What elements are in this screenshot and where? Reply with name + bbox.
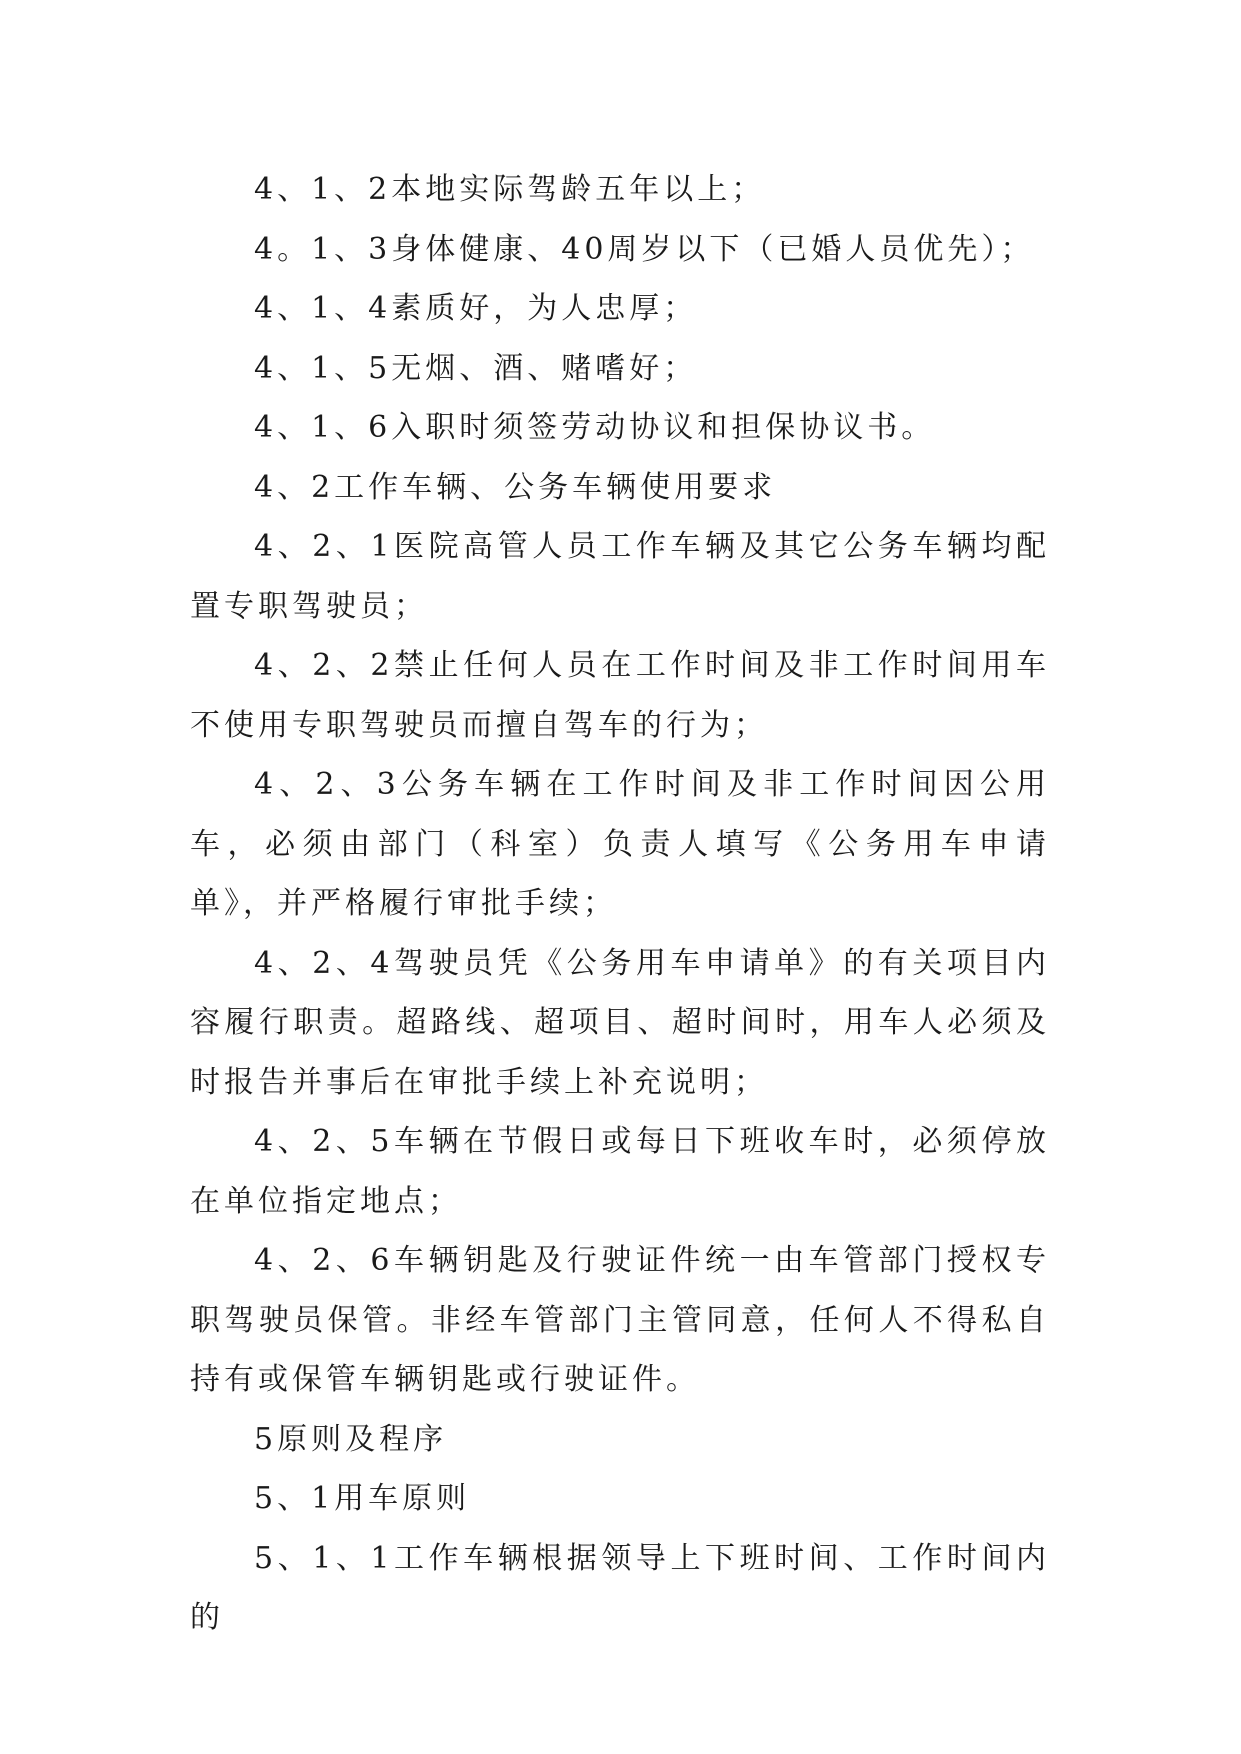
paragraph-4-1-6: 4、1、6入职时须签劳动协议和担保协议书。 [254,410,936,445]
paragraph-4-1-5: 4、1、5无烟、酒、赌嗜好； [254,350,698,386]
paragraph-4-2-1: 4、2、1医院高管人员工作车辆及其它公务车辆均配置专职驾驶员； [190,529,1050,624]
paragraph-4-2-6: 4、2、6车辆钥匙及行驶证件统一由车管部门授权专职驾驶员保管。非经车管部门主管同意，任何人不得私自持有或保管车辆钥匙或行驶证件。 [190,1243,1050,1397]
paragraph-4-2-2: 4、2、2禁止任何人员在工作时间及非工作时间用车不使用专职驾驶员而擅自驾车的行为； [190,648,1050,743]
paragraph-5-1-1: 5、1、1工作车辆根据领导上下班时间、工作时间内的 [190,1540,1050,1635]
section-heading-5-1: 5、1用车原则 [254,1481,471,1516]
paragraph-4-2-5: 4、2、5车辆在节假日或每日下班收车时，必须停放在单位指定地点； [190,1124,1050,1219]
paragraph-4-1-2: 4、1、2本地实际驾龄五年以上； [254,172,766,207]
section-heading-4-2: 4、2工作车辆、公务车辆使用要求 [254,469,777,505]
paragraph-4-2-4: 4、2、4驾驶员凭《公务用车申请单》的有关项目内容履行职责。超路线、超项目、超时间时，用车人必须及时报告并事后在审批手续上补充说明； [190,945,1050,1100]
paragraph-4-2-3: 4、2、3公务车辆在工作时间及非工作时间因公用车，必须由部门（科室）负责人填写《公务用车申请单》，并严格履行审批手续； [190,767,1050,921]
document-body [190,160,1050,1648]
section-heading-5: 5原则及程序 [254,1421,448,1457]
paragraph-4-1-3: 4。1、3身体健康、40周岁以下（已婚人员优先）； [254,231,1035,267]
paragraph-4-1-4: 4、1、4素质好，为人忠厚； [254,291,698,326]
